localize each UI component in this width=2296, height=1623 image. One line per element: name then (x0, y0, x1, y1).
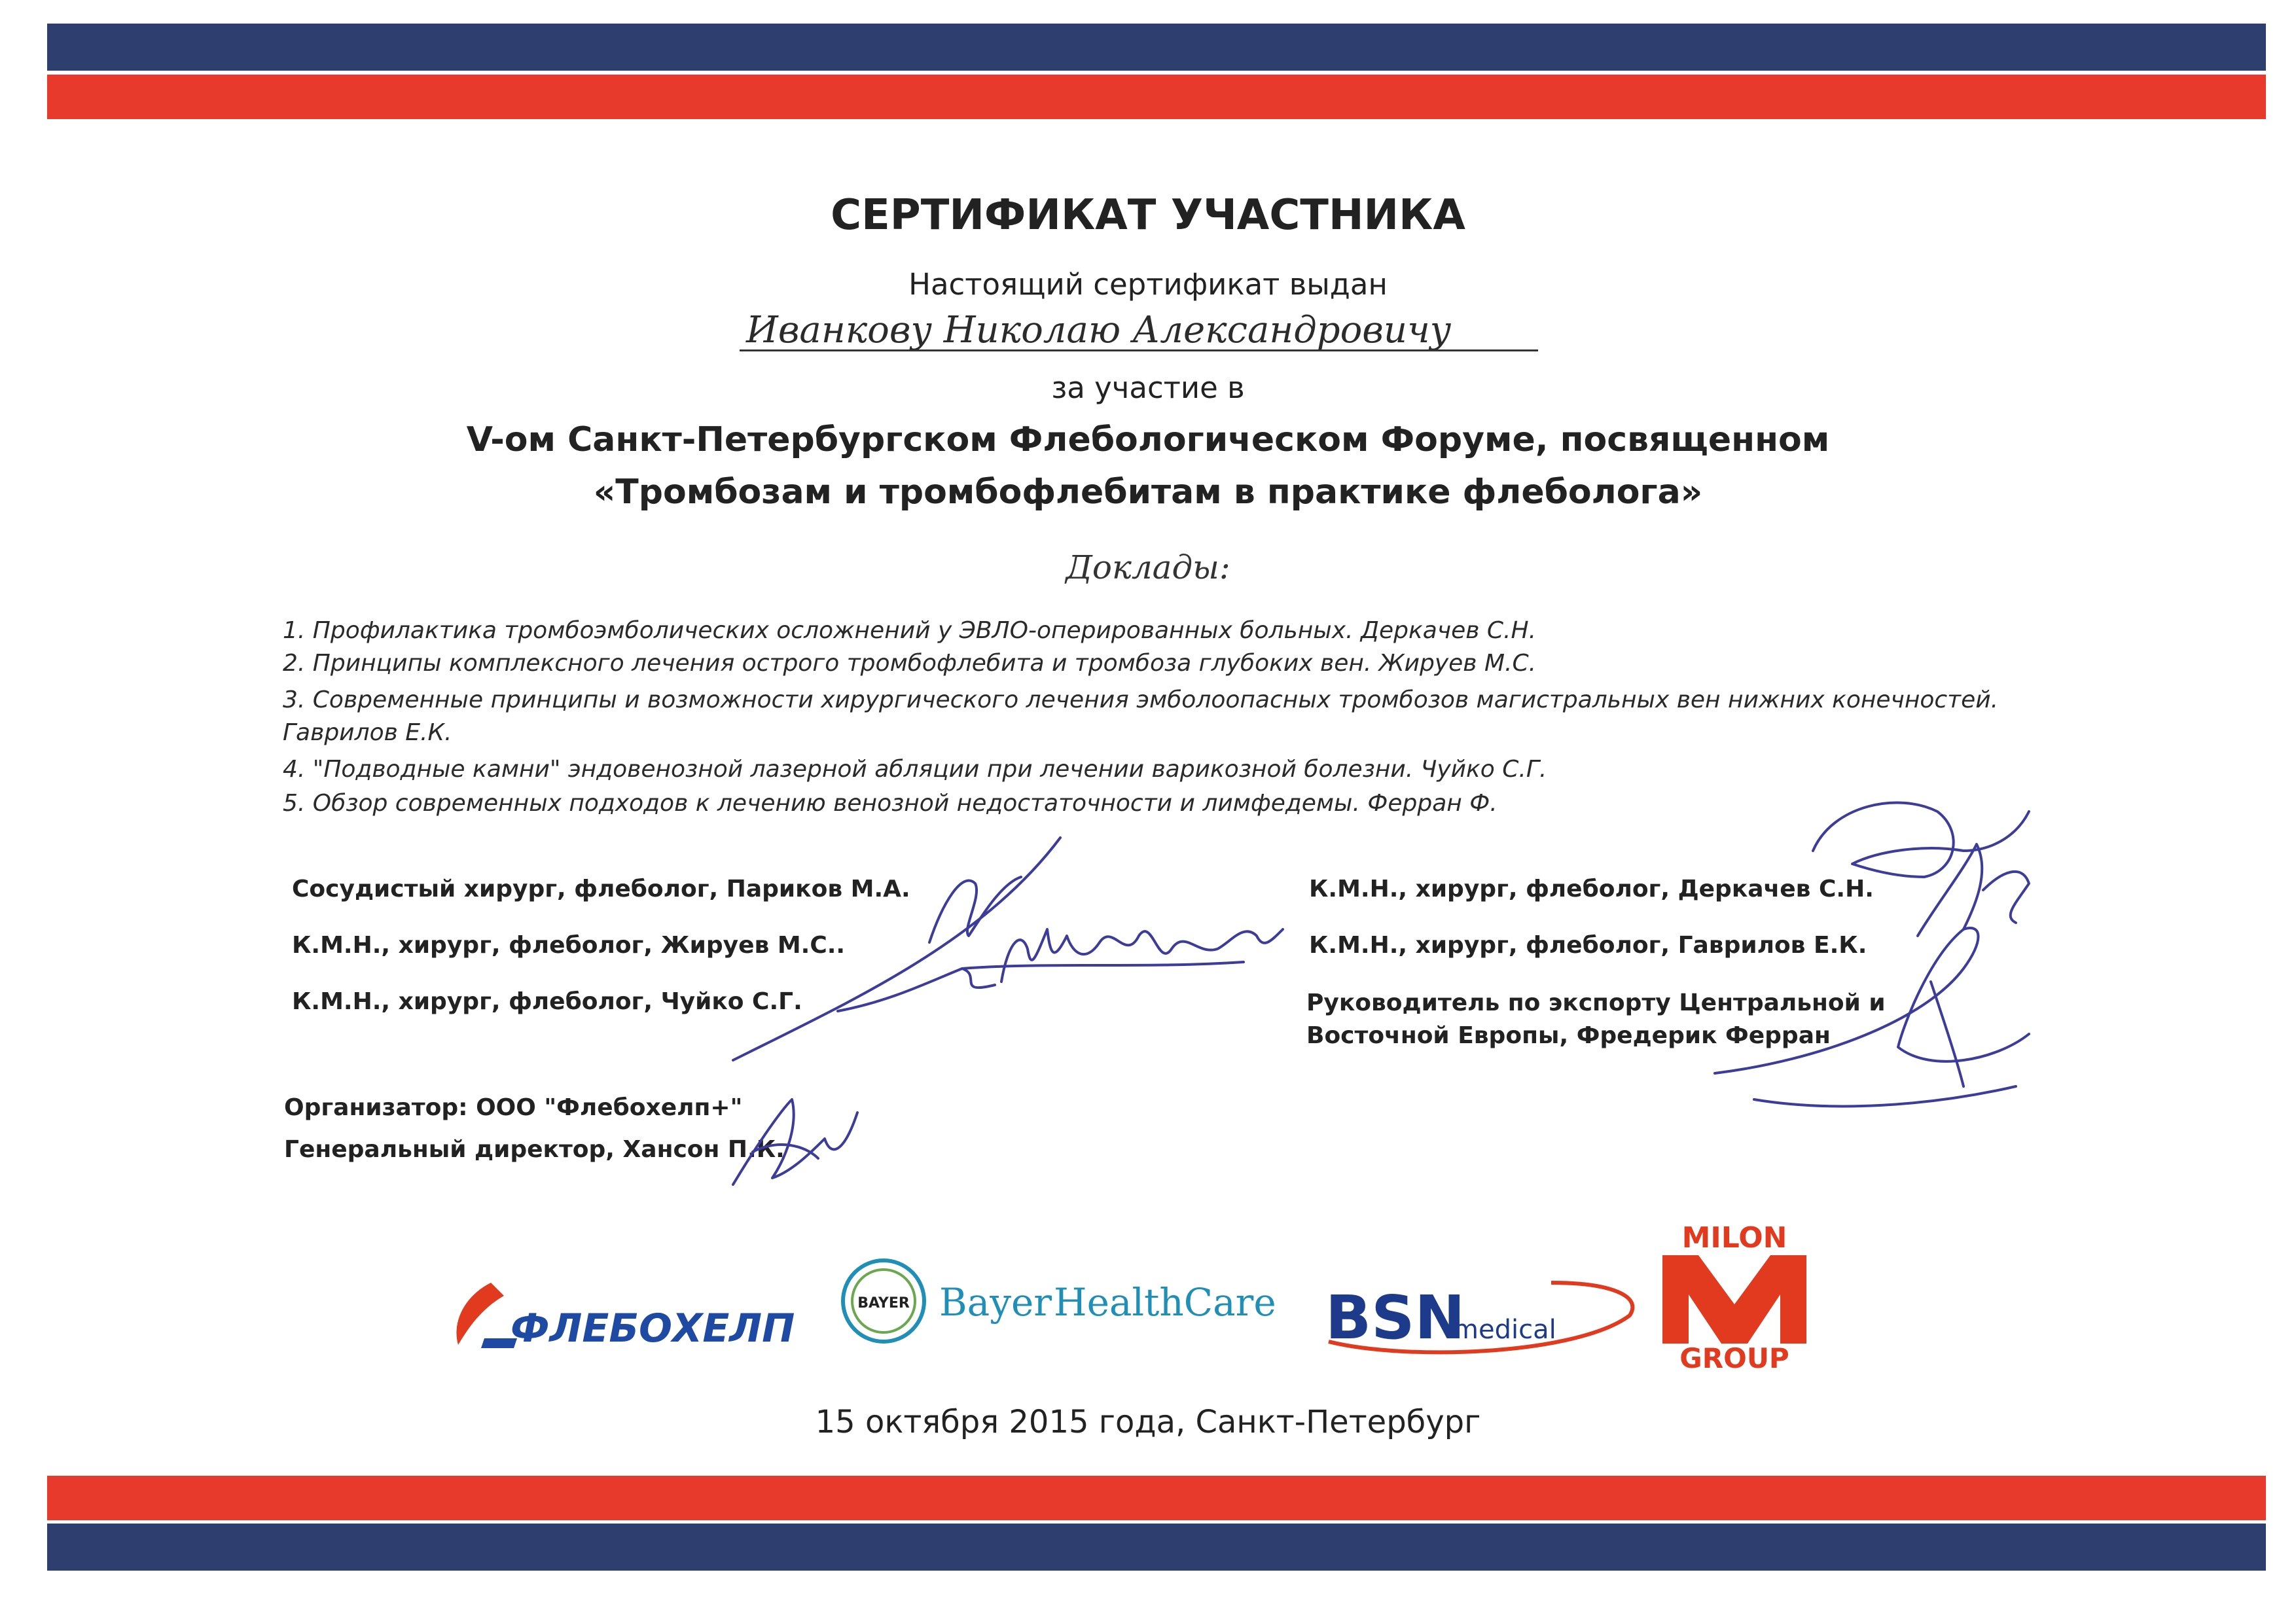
signatory-derkachev: К.М.Н., хирург, флеболог, Деркачев С.Н. (1309, 876, 1874, 902)
milon-group-text: GROUP (1679, 1342, 1789, 1374)
certificate-title: СЕРТИФИКАТ УЧАСТНИКА (831, 191, 1465, 240)
report-item: 1. Профилактика тромбоэмболических осложнений у ЭВЛО-оперированных больных. Деркачев С.Н. (283, 617, 1537, 644)
signatory-chuyko: К.М.Н., хирург, флеболог, Чуйко С.Г. (292, 988, 802, 1015)
bottom-red-band (47, 1476, 2266, 1520)
milon-text: MILON (1681, 1221, 1787, 1255)
bottom-blue-band (47, 1524, 2266, 1571)
bayer-healthcare: HealthCare (1054, 1280, 1276, 1325)
participation-text: за участие в (1051, 370, 1245, 405)
milon-logo (1649, 1216, 1820, 1373)
report-item: 2. Принципы комплексного лечения острого тромбофлебита и тромбоза глубоких вен. Жируев М.С. (283, 650, 1537, 677)
bsn-text: BSN (1325, 1283, 1465, 1353)
bsn-logo (1316, 1263, 1656, 1368)
flebohelp-text: ФЛЕБОХЕЛП (511, 1306, 795, 1351)
bayer-name: Bayer (939, 1280, 1052, 1325)
signatory-parikov: Сосудистый хирург, флеболог, Париков М.А. (292, 876, 910, 902)
signatory-ferran-line2: Восточной Европы, Фредерик Ферран (1306, 1022, 1831, 1049)
report-item: Гаврилов Е.К. (283, 719, 452, 746)
forum-title-line2: «Тромбозам и тромбофлебитам в практике флеболога» (593, 473, 1703, 512)
report-item: 3. Современные принципы и возможности хирургического лечения эмболоопасных тромбозов магистральных вен нижних конечностей. (283, 687, 1999, 713)
signatory-ferran-line1: Руководитель по экспорту Центральной и (1306, 990, 1886, 1016)
organizer-line: Организатор: ООО "Флебохелп+" (284, 1094, 743, 1121)
date-place: 15 октября 2015 года, Санкт-Петербург (815, 1404, 1481, 1440)
signatory-zhiruev: К.М.Н., хирург, флеболог, Жируев М.С.. (292, 932, 846, 959)
flebohelp-logo (445, 1270, 795, 1361)
top-red-band (47, 75, 2266, 119)
recipient-name: Иванкову Николаю Александровичу (746, 309, 1452, 351)
bayer-logo (838, 1243, 1296, 1361)
forum-title-line1: V-ом Санкт-Петербургском Флебологическом Форуме, посвященном (466, 420, 1830, 459)
signatory-gavrilov: К.М.Н., хирург, флеболог, Гаврилов Е.К. (1309, 932, 1867, 959)
issued-text: Настоящий сертификат выдан (908, 267, 1388, 302)
reports-heading: Доклады: (1066, 548, 1230, 586)
bsn-medical-text: medical (1453, 1315, 1556, 1345)
report-item: 5. Обзор современных подходов к лечению венозной недостаточности и лимфедемы. Ферран Ф. (283, 790, 1498, 817)
top-blue-band (47, 24, 2266, 71)
recipient-underline (740, 349, 1538, 351)
report-item: 4. "Подводные камни" эндовенозной лазерной абляции при лечении варикозной болезни. Чуйко С.Г. (283, 756, 1547, 783)
bayer-seal-text: BAYER (857, 1295, 910, 1311)
director-line: Генеральный директор, Хансон П.К. (284, 1136, 785, 1163)
